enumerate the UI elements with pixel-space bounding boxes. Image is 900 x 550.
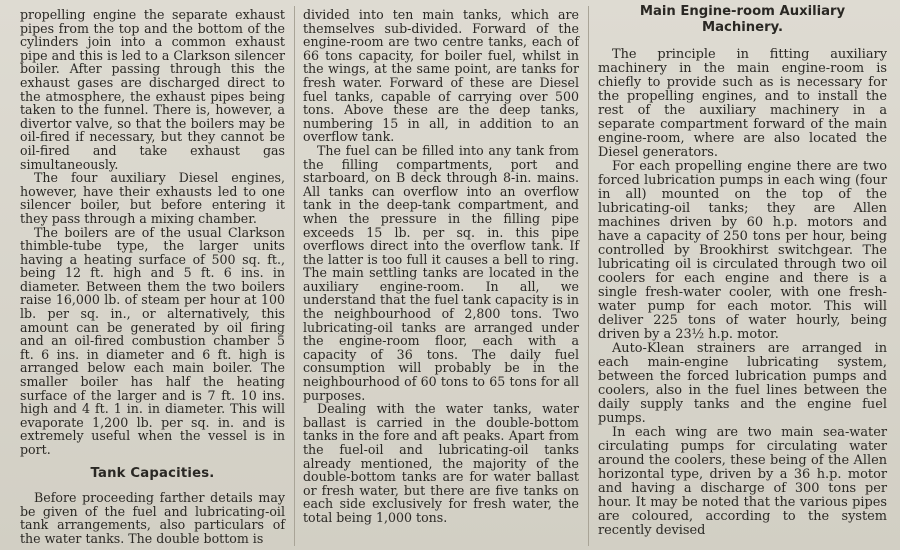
paragraph: Auto-Klean strainers are arranged in each main-engine lubricating system, between the forced lubrication pumps and coolers, also in the fuel lines between the daily supply tanks and the engine fuel pumps. xyxy=(598,341,887,426)
paragraph: Before proceeding farther details may be given of the fuel and lubricating-oil tank arrangements, also particulars of the water tanks. The double bottom is xyxy=(20,490,285,546)
column-divider xyxy=(588,6,589,546)
text-column-1 xyxy=(20,8,285,546)
text-column-2 xyxy=(303,8,579,525)
paragraph: The fuel can be filled into any tank from the filling compartments, port and starboard, on B deck through 8-in. mains. All tanks can overflow into an overflow tank in the deep-tank compartment, and when the pressure in the filling pipe exceeds 15 lb. per sq. in. this pipe overflows direct into the overflow tank. If the latter is too full it causes a bell to ring. The main settling tanks are located in the auxiliary engine-room. In all, we understand that the fuel tank capacity is in the neighbourhood of 2,800 tons. Two lubricating-oil tanks are arranged under the engine-room floor, each with a capacity of 36 tons. The daily fuel consumption will probably be in the neighbourhood of 60 tons to 65 tons for all purposes. xyxy=(303,142,579,403)
text-column-3 xyxy=(598,4,887,538)
column-divider xyxy=(294,6,295,546)
paragraph: The four auxiliary Diesel engines, however, have their exhausts led to one silencer boiler, but before entering it they pass through a mixing chamber. xyxy=(20,170,285,226)
section-heading: Main Engine-room Auxiliary Machinery. xyxy=(639,4,846,35)
paragraph: For each propelling engine there are two forced lubrication pumps in each wing (four in all) mounted on the top of the lubricating-oil tanks; they are Allen machines driven by 60 h.p. motors and have a capacity of 250 tons per hour, being controlled by Brookhirst switchgear. The lubricating oil is circulated through two oil coolers for each engine and there is a single fresh-water cooler, with one fresh-water pump for each motor. This will deliver 225 tons of water hourly, being driven by a 23½ h.p. motor. xyxy=(598,159,887,342)
paragraph: The principle in fitting auxiliary machinery in the main engine-room is chiefly to provide such as is necessary for the propelling engines, and to install the rest of the auxiliary machinery in a separate compartment forward of the main engine-room, where are also located the Diesel generators. xyxy=(598,47,887,160)
paragraph: Dealing with the water tanks, water ballast is carried in the double-bottom tanks in the fore and aft peaks. Apart from the fuel-oil and lubricating-oil tanks already mentioned, the majority of the double-bottom tanks are for water ballast or fresh water, but there are five tanks on each side exclusively for fresh water, the total being 1,000 tons. xyxy=(303,401,579,525)
section-heading: Tank Capacities. xyxy=(90,465,215,481)
paragraph: In each wing are two main sea-water circulating pumps for circulating water around the coolers, these being of the Allen horizontal type, driven by a 36 h.p. motor and having a discharge of 300 tons per hour. It may be noted that the various pipes are coloured, according to the system recently devised xyxy=(598,425,887,538)
paragraph: propelling engine the separate exhaust pipes from the top and the bottom of the cylinders join into a common exhaust pipe and this is led to a Clarkson silencer boiler. After passing through this the exhaust gases are discharged direct to the atmosphere, the exhaust pipes being taken to the funnel. There is, however, a divertor valve, so that the boilers may be oil-fired if necessary, but they cannot be oil-fired and take exhaust gas simultaneously. xyxy=(20,7,285,172)
paragraph: The boilers are of the usual Clarkson thimble-tube type, the larger units having a heating surface of 500 sq. ft., being 12 ft. high and 5 ft. 6 ins. in diameter. Between them the two boilers raise 16,000 lb. of steam per hour at 100 lb. per sq. in., or alternatively, this amount can be generated by oil firing and an oil-fired combustion chamber 5 ft. 6 ins. in diameter and 6 ft. high is arranged below each main boiler. The smaller boiler has half the heating surface of the larger and is 7 ft. 10 ins. high and 4 ft. 1 in. in diameter. This will evaporate 1,200 lb. per sq. in. and is extremely useful when the vessel is in port. xyxy=(20,224,285,457)
paragraph: divided into ten main tanks, which are themselves sub-divided. Forward of the engine-room are two centre tanks, each of 66 tons capacity, for boiler fuel, whilst in the wings, at the same point, are tanks for fresh water. Forward of these are Diesel fuel tanks, capable of carrying over 500 tons. Above these are the deep tanks, numbering 15 in all, in addition to an overflow tank. xyxy=(303,7,579,145)
